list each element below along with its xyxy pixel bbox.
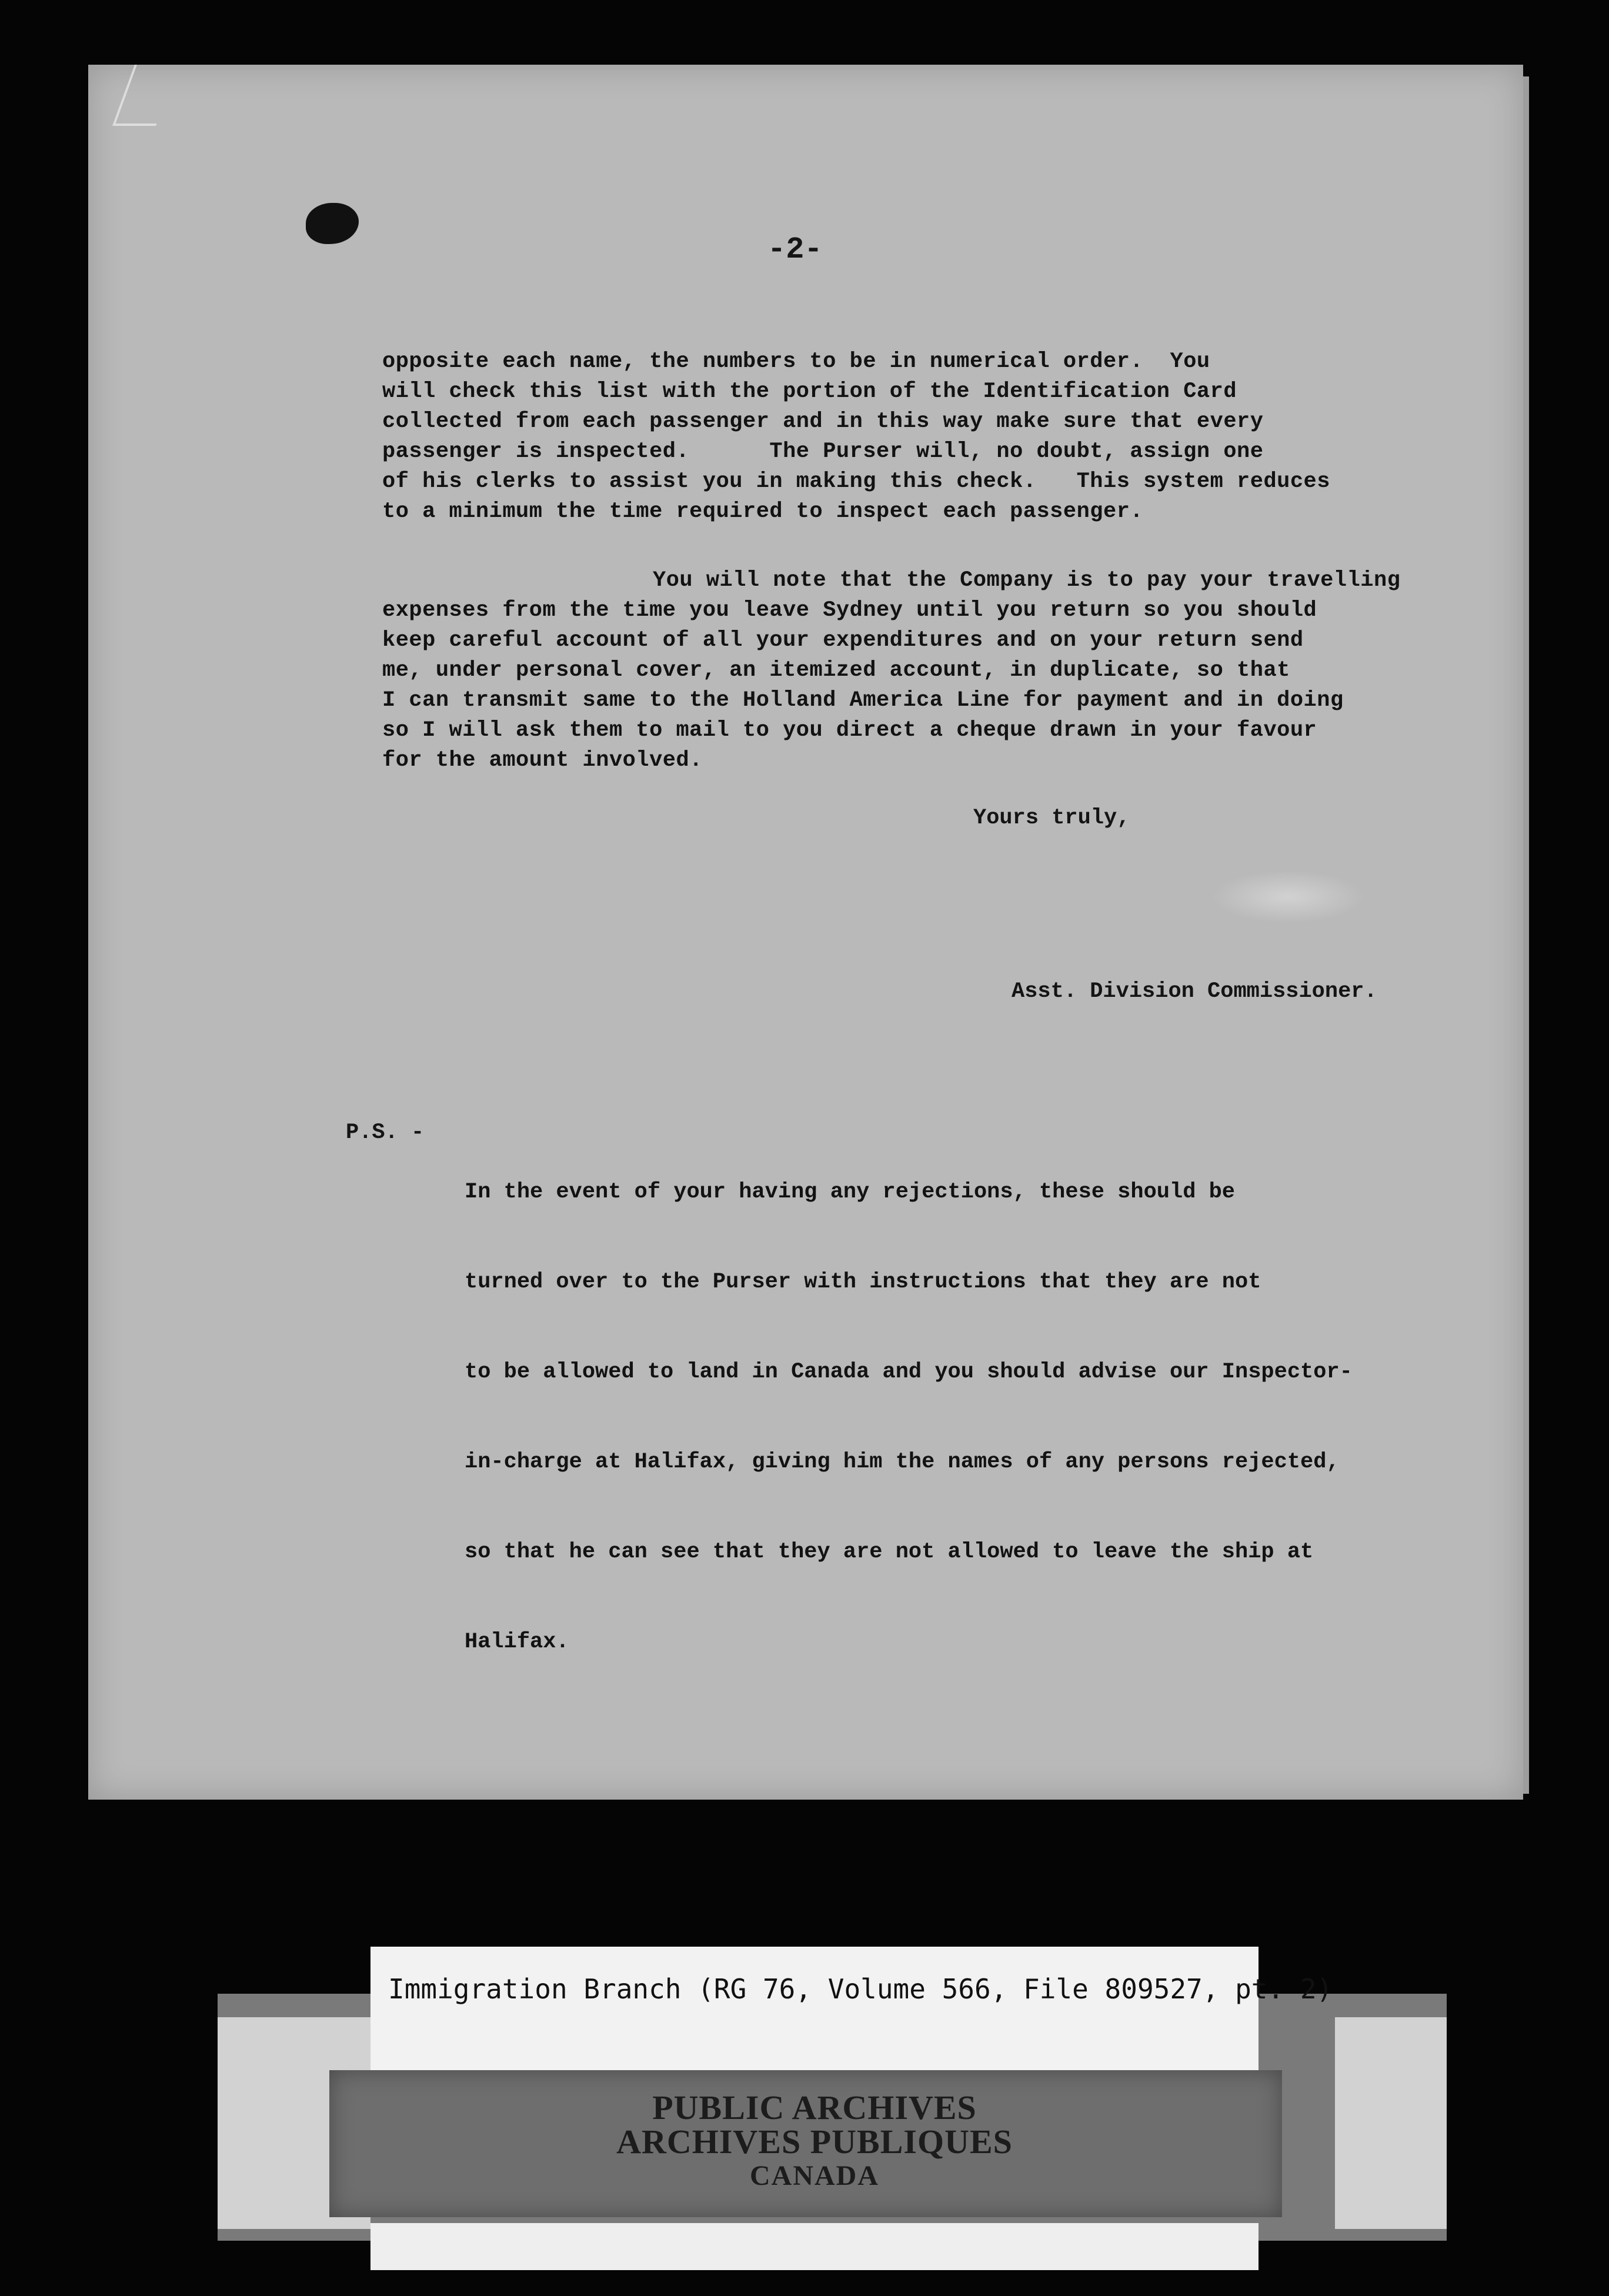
stamp-line-3: CANADA: [750, 2160, 879, 2191]
paragraph-1: [382, 347, 1488, 527]
text-line: expenses from the time you leave Sydney until you return so you should: [382, 598, 1317, 623]
postscript: [465, 1117, 1500, 1717]
text-line: in-charge at Halifax, giving him the names of any persons rejected,: [465, 1450, 1340, 1474]
ps-label: P.S. -: [346, 1120, 425, 1145]
page-number: -2-: [767, 232, 823, 267]
bottom-card: [370, 2223, 1259, 2270]
faded-signature: [1211, 870, 1364, 923]
text-line: turned over to the Purser with instructions that they are not: [465, 1270, 1261, 1294]
stamp-line-1: PUBLIC ARCHIVES: [652, 2088, 977, 2127]
text-line: so that he can see that they are not allowed to leave the ship at: [465, 1540, 1314, 1564]
text-line: keep careful account of all your expenditures and on your return send: [382, 628, 1304, 653]
text-line: for the amount involved.: [382, 748, 703, 773]
closing: Yours truly,: [973, 806, 1130, 830]
text-line-indented: [382, 566, 1488, 596]
text-line: me, under personal cover, an itemized account, in duplicate, so that: [382, 658, 1290, 683]
letter-body: [382, 347, 1488, 773]
text-line: to a minimum the time required to inspect each passenger.: [382, 499, 1144, 524]
paragraph-2: [382, 566, 1488, 776]
text-line: collected from each passenger and in this way make sure that every: [382, 409, 1264, 434]
archive-stamp: [550, 2088, 1079, 2193]
text-line: so I will ask them to mail to you direct a cheque drawn in your favour: [382, 718, 1317, 743]
archive-reference: Immigration Branch (RG 76, Volume 566, File 809527, pt. 2): [388, 1973, 1333, 2005]
text-line: will check this list with the portion of the Identification Card: [382, 379, 1237, 404]
holder-right: [1335, 2017, 1447, 2229]
text-line: Halifax.: [465, 1630, 569, 1654]
text-line: opposite each name, the numbers to be in numerical order. You: [382, 349, 1210, 374]
text-line: to be allowed to land in Canada and you should advise our Inspector-: [465, 1360, 1353, 1384]
text-line: You will note that the Company is to pay your travelling: [653, 568, 1401, 593]
text-line: In the event of your having any rejections, these should be: [465, 1180, 1236, 1204]
text-line: of his clerks to assist you in making this check. This system reduces: [382, 469, 1330, 494]
signatory-title: Asst. Division Commissioner.: [1012, 979, 1377, 1004]
text-line: passenger is inspected. The Purser will, no doubt, assign one: [382, 439, 1264, 464]
archive-reference-card: [370, 1947, 1333, 2082]
stamp-line-2: ARCHIVES PUBLIQUES: [616, 2123, 1013, 2161]
text-line: I can transmit same to the Holland America Line for payment and in doing: [382, 688, 1344, 713]
